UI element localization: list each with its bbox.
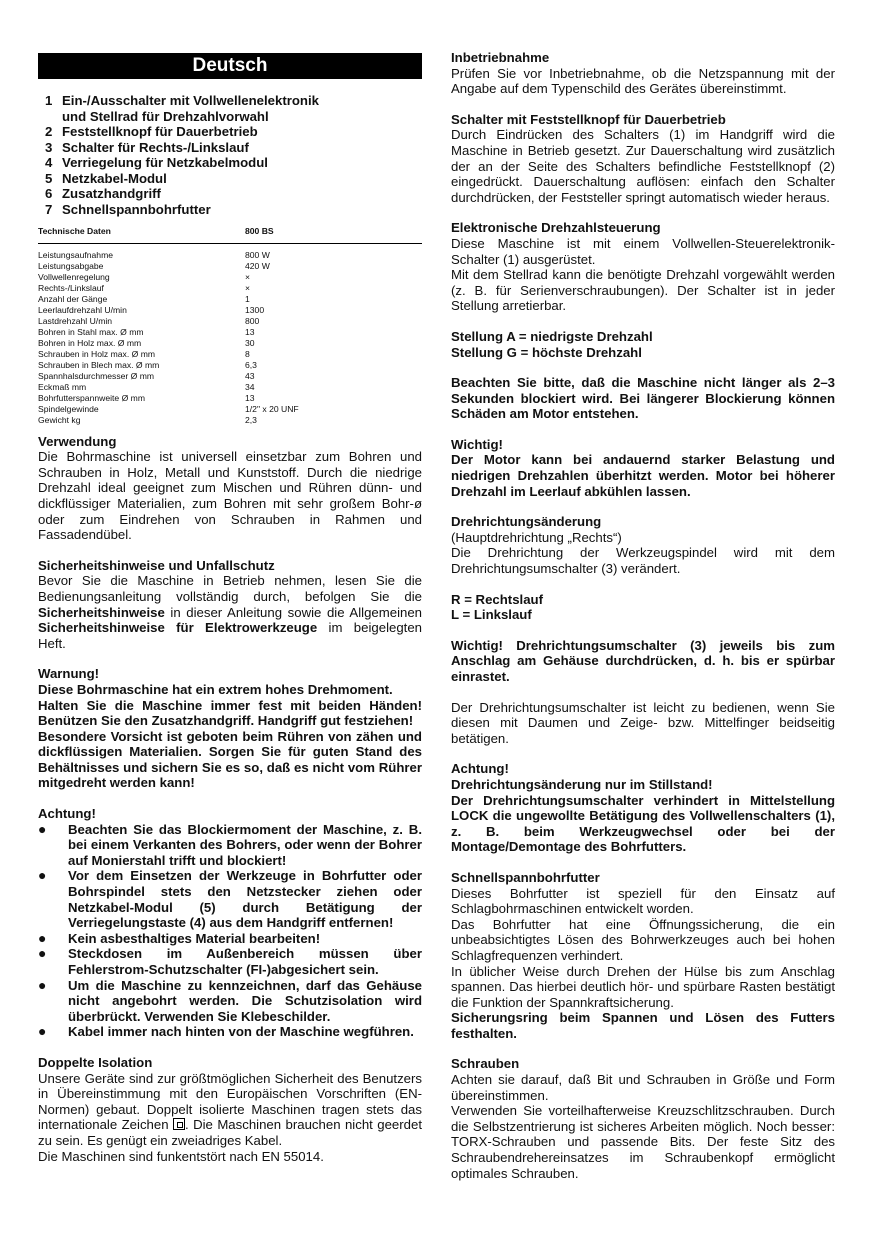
part-item <box>42 93 422 109</box>
part-label: und Stellrad für Drehzahlvorwahl <box>62 108 269 124</box>
warnung-line: Diese Bohrmaschine hat ein extrem hohes Drehmoment. <box>38 681 393 697</box>
tech-row <box>38 382 422 393</box>
funkentstoert-text: Die Maschinen sind funkentstört nach EN 55014. <box>38 1148 324 1164</box>
achtung-bullet <box>38 946 422 977</box>
wichtig2-text: Wichtig! Drehrichtungsumschalter (3) jeweils bis zum Anschlag am Gehäuse durchdrücken, d. h. bis er spürbar einrastet. <box>451 637 835 684</box>
tech-key: Vollwellenregelung <box>38 271 110 282</box>
bullet-icon: ● <box>38 1023 47 1040</box>
tech-value: 30 <box>245 337 255 348</box>
part-number: 5 <box>45 170 53 186</box>
tech-value: 34 <box>245 381 255 392</box>
tech-key: Lastdrehzahl U/min <box>38 315 113 326</box>
schrauben-heading: Schrauben <box>451 1056 520 1072</box>
part-item <box>42 171 422 187</box>
tech-row <box>38 338 422 349</box>
tech-row <box>38 415 422 426</box>
schrauben-text: Achten sie darauf, daß Bit und Schrauben in Größe und Form übereinstimmen. <box>451 1072 835 1103</box>
tech-key: Bohrfutterspannweite Ø mm <box>38 392 145 403</box>
tech-key: Schrauben in Holz max. Ø mm <box>38 348 156 359</box>
schalter-text: Durch Eindrücken des Schalters (1) im Handgriff wird die Maschine in Betrieb gesetzt. Zur Dauerschaltung wird zusätzlich der an der Seite des Schalters befindliche Feststellknopf (2) eingedrückt. Dauerschaltung auflösen: einfach den Schalter durchdrücken, der Feststeller springt automatisch wieder heraus. <box>451 127 835 205</box>
part-number: 4 <box>45 155 53 170</box>
rechtslauf-label: R = Rechtslauf <box>451 591 543 607</box>
tech-row <box>38 294 422 305</box>
part-label: Ein-/Ausschalter mit Vollwellenelektronik <box>62 93 319 108</box>
part-label: Zusatzhandgriff <box>62 186 161 201</box>
parts-list <box>38 93 422 217</box>
verwendung-text: Die Bohrmaschine ist universell einsetzbar zum Bohren und Schrauben in Holz, Metall und Kunststoff. Durch die niedrige Drehzahl ideal geeignet zum Mischen und Rühren dünn- und dickflüssiger Materialien, zum Bohren mit sehr großem Bohr-ø oder zum Eindrehen von Schrauben in Rahmen und Fassadendübel. <box>38 449 422 543</box>
part-label: Schnellspannbohrfutter <box>62 201 211 217</box>
blockierung-text: Beachten Sie bitte, daß die Maschine nicht länger als 2–3 Sekunden blockiert wird. Bei längerer Blockierung können Schäden am Motor entstehen. <box>451 375 835 422</box>
schnell-heading: Schnellspannbohrfutter <box>451 869 600 885</box>
language-title: Deutsch <box>38 53 422 79</box>
tech-value: 6,3 <box>245 359 257 370</box>
part-number: 7 <box>45 201 53 217</box>
tech-row <box>38 305 422 316</box>
tech-value: 1300 <box>245 304 265 315</box>
tech-value: 1/2" x 20 UNF <box>245 403 299 414</box>
tech-row <box>38 272 422 283</box>
bullet-text: Kein asbesthaltiges Material bearbeiten! <box>68 930 321 946</box>
tech-value: 13 <box>245 326 255 337</box>
bullet-text: Steckdosen im Außenbereich müssen über Fehlerstrom-Schutzschalter (FI-)abgesichert sein. <box>68 946 422 977</box>
part-item <box>42 140 422 156</box>
tech-key: Anzahl der Gänge <box>38 293 108 304</box>
elektronik-text: Mit dem Stellrad kann die benötigte Drehzahl vorgewählt werden (z. B. für Serienverschraubungen). Der Schalter ist in jeder Stellung arretierbar. <box>451 267 835 314</box>
double-insulation-icon <box>173 1118 185 1130</box>
warnung-line: Besondere Vorsicht ist geboten beim Rühren von zähen und dickflüssigen Materialien. Sorgen Sie für guten Stand des Behältnisses und sichern Sie es so, daß es nicht vom Rührer mitgedreht werden kann! <box>38 728 422 791</box>
tech-key: Rechts-/Linkslauf <box>38 282 104 293</box>
tech-row <box>38 360 422 371</box>
tech-value: 1 <box>245 293 250 304</box>
wichtig-heading: Wichtig! <box>451 436 503 452</box>
tech-value: 43 <box>245 370 255 381</box>
achtung-bullet <box>38 822 422 869</box>
part-item <box>42 202 422 218</box>
achtung-bullet <box>38 868 422 930</box>
schalter-heading: Schalter mit Feststellknopf für Dauerbetrieb <box>451 111 726 127</box>
drehrichtung-text: Die Drehrichtung der Werkzeugspindel wird mit dem Drehrichtungsumschalter (3) verändert. <box>451 545 835 577</box>
elektronik-text: Diese Maschine ist mit einem Vollwellen-Steuerelektronik-Schalter (1) ausgerüstet. <box>451 235 835 267</box>
tech-table <box>38 250 422 426</box>
tech-table-header <box>38 224 422 244</box>
right-column <box>451 50 835 1181</box>
schnell-text: In üblicher Weise durch Drehen der Hülse bis zum Anschlag spannen. Das hierbei deutlich hör- und spürbare Rasten bestätigt die Funktion der Spannkraftsicherung. <box>451 963 835 1010</box>
achtung-bullet-list <box>38 822 422 1040</box>
umschalter-text: Der Drehrichtungsumschalter ist leicht zu bedienen, wenn Sie diesen mit Daumen und Zeige- bzw. Mittelfinger beidseitig betätigen. <box>451 699 835 746</box>
bullet-text: Vor dem Einsetzen der Werkzeuge in Bohrfutter oder Bohrspindel stets den Netzstecker ziehen oder Netzkabel-Modul (5) durch Betätigung der Verriegelungstaste (4) aus dem Handgriff entfernen! <box>68 868 422 931</box>
tech-row <box>38 283 422 294</box>
bullet-text: Beachten Sie das Blockiermoment der Maschine, z. B. bei einem Verkanten des Bohrers, oder wenn der Bohrer auf Monierstahl trifft und blockiert! <box>68 821 422 868</box>
tech-value: 2,3 <box>245 414 257 425</box>
tech-row <box>38 327 422 338</box>
achtung2-heading: Achtung! <box>451 761 509 777</box>
achtung-bullet <box>38 931 422 947</box>
tech-key: Bohren in Stahl max. Ø mm <box>38 326 144 337</box>
tech-header-label: Technische Daten <box>38 226 111 236</box>
drehrichtung-sub: (Hauptdrehrichtung „Rechts“) <box>451 529 622 545</box>
part-number: 1 <box>45 93 53 108</box>
tech-row <box>38 404 422 415</box>
part-item <box>42 109 422 125</box>
tech-key: Leistungsabgabe <box>38 260 104 271</box>
part-item <box>42 155 422 171</box>
bullet-icon: ● <box>38 945 47 962</box>
part-label: Feststellknopf für Dauerbetrieb <box>62 124 258 139</box>
sicherheit-heading: Sicherheitshinweise und Unfallschutz <box>38 557 275 573</box>
tech-row <box>38 261 422 272</box>
schnell-text: Dieses Bohrfutter ist speziell für den Einsatz auf Schlagbohrmaschinen entwickelt worden. <box>451 885 835 917</box>
warnung-heading: Warnung! <box>38 666 100 682</box>
achtung2-line: Der Drehrichtungsumschalter verhindert in Mittelstellung LOCK die ungewollte Betätigung des Vollwellenschalters (1), z. B. beim Werkzeugwechsel oder bei der Montage/Demontage des Bohrfutters. <box>451 792 835 855</box>
left-column <box>38 50 422 1164</box>
tech-value: 800 <box>245 315 260 326</box>
isolation-heading: Doppelte Isolation <box>38 1054 153 1070</box>
sicherheit-text: Bevor Sie die Maschine in Betrieb nehmen, lesen Sie die Bedienungsanleitung vollständig durch, befolgen Sie die Sicherheitshinweise in dieser Anleitung sowie die Allgemeinen Sicherheitshinweise für Elektrowerkzeuge im beigelegten Heft. <box>38 573 422 651</box>
schrauben-text: Verwenden Sie vorteilhafterweise Kreuzschlitzschrauben. Durch die Selbstzentrierung ist sicheres Arbeiten möglich. Noch besser: TORX-Schrauben und passende Bits. Der feste Sitz des Schraubendrehereinsatzes im Schraubenkopf ermöglicht optimales Schrauben. <box>451 1103 835 1181</box>
part-label: Netzkabel-Modul <box>62 170 167 186</box>
tech-row <box>38 349 422 360</box>
achtung-bullet <box>38 978 422 1025</box>
tech-row <box>38 316 422 327</box>
inbetrieb-heading: Inbetriebnahme <box>451 50 550 65</box>
isolation-text: Unsere Geräte sind zur größtmöglichen Sicherheit des Benutzers in Übereinstimmung mit den Europäischen Vorschriften (EN-Normen) gebaut. Doppelt isolierte Maschinen tragen stets das internationale Zeichen . Die Maschinen brauchen nicht geerdet zu sein. Es genügt ein zweiadriges Kabel. <box>38 1070 422 1148</box>
part-item <box>42 124 422 140</box>
achtung-heading: Achtung! <box>38 806 96 822</box>
part-label: Schalter für Rechts-/Linkslauf <box>62 139 249 155</box>
bullet-icon: ● <box>38 976 47 993</box>
bullet-icon: ● <box>38 929 47 946</box>
tech-value: 13 <box>245 392 255 403</box>
achtung-bullet <box>38 1024 422 1040</box>
schnell-text: Das Bohrfutter hat eine Öffnungssicherung, die ein unbeabsichtigtes Lösen des Bohrwerkzeuges auch bei hohen Schlagfrequenzen verhindert. <box>451 916 835 963</box>
stellung-g: Stellung G = höchste Drehzahl <box>451 344 642 360</box>
linkslauf-label: L = Linkslauf <box>451 607 532 623</box>
tech-key: Leistungsaufnahme <box>38 249 114 260</box>
tech-row <box>38 250 422 261</box>
tech-key: Spindelgewinde <box>38 403 99 414</box>
tech-row <box>38 393 422 404</box>
tech-value: 8 <box>245 348 250 359</box>
tech-header-model: 800 BS <box>245 226 274 236</box>
part-label: Verriegelung für Netzkabelmodul <box>62 155 268 170</box>
tech-value: × <box>245 271 251 282</box>
schnell-bold-text: Sicherungsring beim Spannen und Lösen des Futters festhalten. <box>451 1010 835 1041</box>
inbetrieb-text: Prüfen Sie vor Inbetriebnahme, ob die Netzspannung mit der Angabe auf dem Typenschild des Gerätes übereinstimmt. <box>451 65 835 97</box>
part-number: 2 <box>45 124 53 139</box>
tech-value: × <box>245 282 251 293</box>
wichtig-text: Der Motor kann bei andauernd starker Belastung und niedrigen Drehzahlen überhitzt werden. Motor bei höherer Drehzahl im Leerlauf abkühlen lassen. <box>451 452 835 499</box>
tech-key: Gewicht kg <box>38 414 81 425</box>
verwendung-heading: Verwendung <box>38 433 117 449</box>
tech-value: 800 W <box>245 249 270 260</box>
part-number: 6 <box>45 186 53 201</box>
part-number <box>42 109 62 125</box>
bullet-icon: ● <box>38 867 47 884</box>
elektronik-heading: Elektronische Drehzahlsteuerung <box>451 220 661 236</box>
bullet-text: Um die Maschine zu kennzeichnen, darf das Gehäuse nicht angebohrt werden. Die Schutzisolation wird überbrückt. Verwenden Sie Klebeschilder. <box>68 977 422 1024</box>
stellung-a: Stellung A = niedrigste Drehzahl <box>451 328 653 344</box>
achtung2-line: Drehrichtungsänderung nur im Stillstand! <box>451 776 713 792</box>
tech-key: Schrauben in Blech max. Ø mm <box>38 359 160 370</box>
tech-key: Bohren in Holz max. Ø mm <box>38 337 142 348</box>
tech-value: 420 W <box>245 260 270 271</box>
bullet-text: Kabel immer nach hinten von der Maschine wegführen. <box>68 1024 414 1040</box>
part-number: 3 <box>45 139 53 155</box>
warnung-line: Halten Sie die Maschine immer fest mit beiden Händen! Benützen Sie den Zusatzhandgriff. Handgriff gut festziehen! <box>38 697 422 729</box>
drehrichtung-heading: Drehrichtungsänderung <box>451 514 602 530</box>
tech-key: Spannhalsdurchmesser Ø mm <box>38 370 155 381</box>
bullet-icon: ● <box>38 820 47 837</box>
tech-key: Leerlaufdrehzahl U/min <box>38 304 127 315</box>
tech-row <box>38 371 422 382</box>
tech-key: Eckmaß mm <box>38 381 87 392</box>
part-item <box>42 186 422 202</box>
